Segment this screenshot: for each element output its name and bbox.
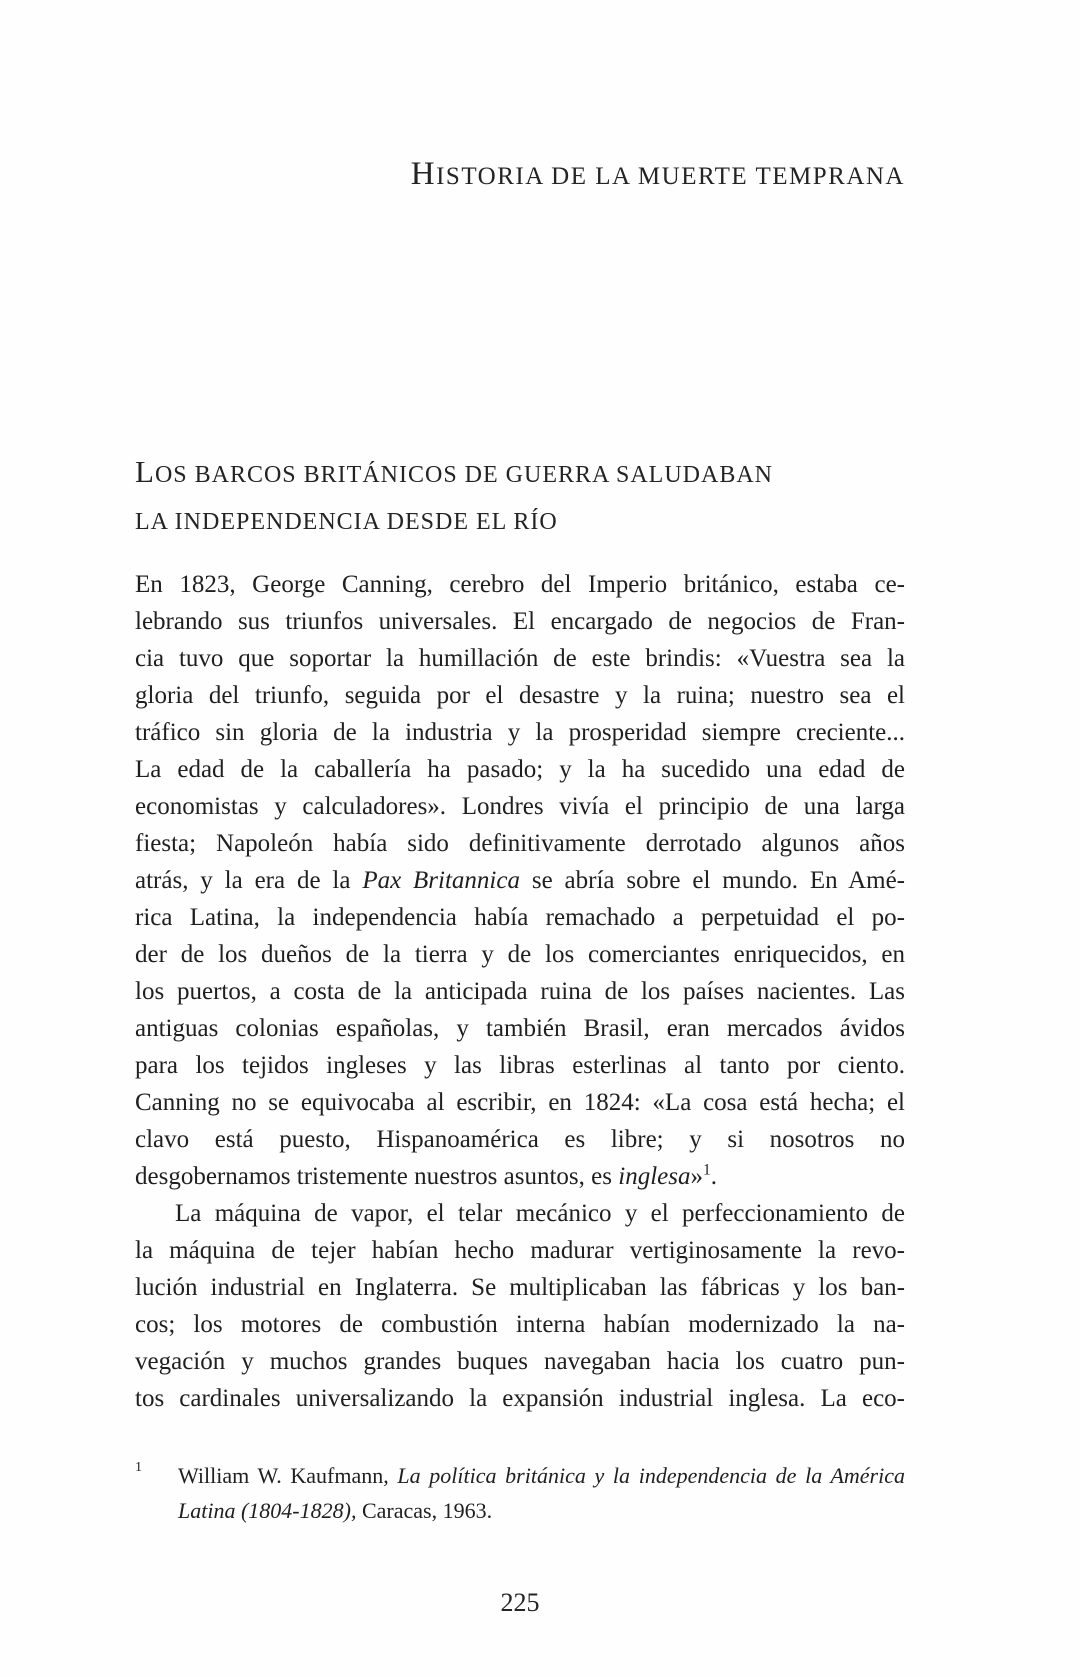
text-line: Latina (1804-1828), Caracas, 1963. — [178, 1498, 493, 1523]
text-line: La máquina de vapor, el telar mecánico y el perfeccionamiento de — [175, 1200, 905, 1227]
text-line: tos cardinales universalizando la expansión industrial inglesa. La eco- — [135, 1385, 905, 1412]
text-line: fiesta; Napoleón había sido definitivamente derrotado algunos años — [135, 830, 905, 857]
running-header-rest: ISTORIA DE LA MUERTE TEMPRANA — [436, 163, 905, 190]
footnote — [135, 1458, 905, 1528]
text-line: clavo está puesto, Hispanoamérica es libre; y si nosotros no — [135, 1126, 905, 1153]
text-line: vegación y muchos grandes buques navegaban hacia los cuatro pun- — [135, 1348, 905, 1375]
text-line: der de los dueños de la tierra y de los comerciantes enriquecidos, en — [135, 941, 905, 968]
text-line: los puertos, a costa de la anticipada ruina de los países nacientes. Las — [135, 978, 905, 1005]
paragraph — [135, 566, 905, 1195]
section-heading-line2: LA INDEPENDENCIA DESDE EL RÍO — [135, 509, 558, 535]
running-header — [135, 156, 905, 193]
footnote-text — [178, 1458, 905, 1528]
footnote-marker: 1 — [135, 1460, 142, 1475]
text-line: cia tuvo que soportar la humillación de este brindis: «Vuestra sea la — [135, 645, 905, 672]
text-line: atrás, y la era de la Pax Britannica se abría sobre el mundo. En Amé- — [135, 867, 905, 894]
text-line: desgobernamos tristemente nuestros asuntos, es inglesa»$^1$. — [135, 1161, 717, 1190]
text-line: tráfico sin gloria de la industria y la prosperidad siempre creciente... — [135, 719, 905, 746]
text-line: cos; los motores de combustión interna habían modernizado la na- — [135, 1311, 905, 1338]
text-line: William W. Kaufmann, La política británica y la independencia de la América — [178, 1463, 905, 1488]
text-line: lución industrial en Inglaterra. Se multiplicaban las fábricas y los ban- — [135, 1274, 905, 1301]
text-line: rica Latina, la independencia había remachado a perpetuidad el po- — [135, 904, 905, 931]
text-line: gloria del triunfo, seguida por el desastre y la ruina; nuestro sea el — [135, 682, 905, 709]
page-number: 225 — [500, 1588, 540, 1617]
text-line: para los tejidos ingleses y las libras esterlinas al tanto por ciento. — [135, 1052, 905, 1079]
text-line: economistas y calculadores». Londres vivía el principio de una larga — [135, 793, 905, 820]
text-line: La edad de la caballería ha pasado; y la ha sucedido una edad de — [135, 756, 905, 783]
running-header-initial: H — [410, 156, 437, 192]
text-line: lebrando sus triunfos universales. El encargado de negocios de Fran- — [135, 608, 905, 635]
paragraph — [135, 1195, 905, 1417]
text-line: En 1823, George Canning, cerebro del Imperio británico, estaba ce- — [135, 571, 905, 598]
section-heading-line1 — [135, 448, 905, 499]
body-text — [135, 566, 905, 1417]
text-line: antiguas colonias españolas, y también Brasil, eran mercados ávidos — [135, 1015, 905, 1042]
section-heading — [135, 448, 905, 546]
text-line: la máquina de tejer habían hecho madurar vertiginosamente la revo- — [135, 1237, 905, 1264]
section-heading-line1-rest: OS BARCOS BRITÁNICOS DE GUERRA SALUDABAN — [154, 462, 774, 488]
text-line: Canning no se equivocaba al escribir, en 1824: «La cosa está hecha; el — [135, 1089, 905, 1116]
section-heading-initial: L — [135, 454, 155, 489]
